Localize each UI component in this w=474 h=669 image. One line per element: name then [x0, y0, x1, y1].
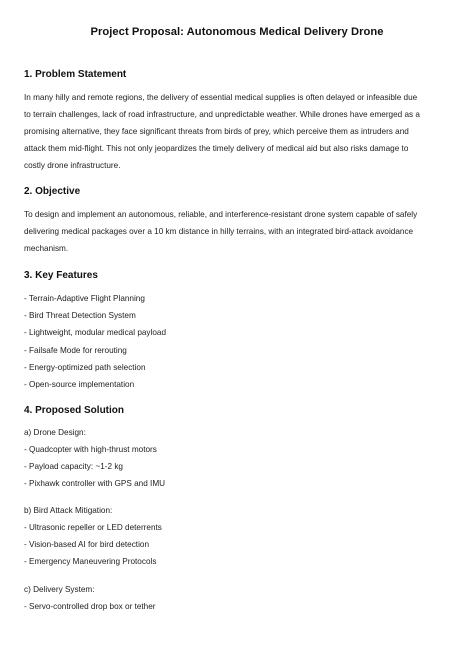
list-item: - Terrain-Adaptive Flight Planning	[24, 294, 145, 303]
list-item: - Failsafe Mode for rerouting	[24, 345, 127, 355]
drone-design-list	[24, 441, 165, 493]
delivery-system-label: c) Delivery System:	[24, 585, 95, 594]
list-item: - Quadcopter with high-thrust motors	[24, 445, 157, 454]
problem-statement-paragraph	[24, 89, 454, 174]
delivery-system-list	[24, 598, 156, 615]
proposed-solution-heading: 4. Proposed Solution	[24, 405, 125, 416]
bird-attack-mitigation-label: b) Bird Attack Mitigation:	[24, 506, 113, 515]
list-item: - Servo-controlled drop box or tether	[24, 602, 156, 611]
objective-heading: 2. Objective	[24, 186, 81, 197]
bird-attack-mitigation-list	[24, 519, 162, 571]
document-title: Project Proposal: Autonomous Medical Delivery Drone	[90, 26, 384, 38]
list-item: - Energy-optimized path selection	[24, 362, 146, 372]
paragraph-line: costly drone infrastructure.	[24, 161, 121, 170]
list-item: - Open-source implementation	[24, 380, 135, 390]
paragraph-line: to terrain challenges, lack of road infrastructure, and unpredictable weather. While drones have emerged as a	[24, 110, 420, 119]
problem-statement-heading: 1. Problem Statement	[24, 69, 127, 80]
list-item: - Emergency Maneuvering Protocols	[24, 557, 157, 567]
key-features-heading: 3. Key Features	[24, 270, 98, 281]
key-features-list	[24, 290, 166, 393]
paragraph-line: To design and implement an autonomous, reliable, and interference-resistant drone system capable of safely	[24, 210, 418, 219]
paragraph-line: In many hilly and remote regions, the delivery of essential medical supplies is often delayed or infeasible due	[24, 93, 418, 102]
paragraph-line: attack them mid-flight. This not only jeopardizes the timely delivery of medical aid but also risks damage to	[24, 144, 409, 153]
paragraph-line: mechanism.	[24, 244, 69, 253]
paragraph-line: promising alternative, they face significant threats from birds of prey, which perceive them as intruders and	[24, 127, 409, 136]
list-item: - Ultrasonic repeller or LED deterrents	[24, 523, 162, 532]
drone-design-label: a) Drone Design:	[24, 428, 86, 437]
objective-paragraph	[24, 206, 454, 257]
list-item: - Lightweight, modular medical payload	[24, 328, 166, 338]
list-item: - Pixhawk controller with GPS and IMU	[24, 479, 166, 489]
list-item: - Payload capacity: ~1-2 kg	[24, 462, 123, 472]
list-item: - Bird Threat Detection System	[24, 311, 136, 321]
list-item: - Vision-based AI for bird detection	[24, 540, 150, 550]
paragraph-line: delivering medical packages over a 10 km distance in hilly terrains, with an integrated bird-attack avoidance	[24, 227, 414, 236]
